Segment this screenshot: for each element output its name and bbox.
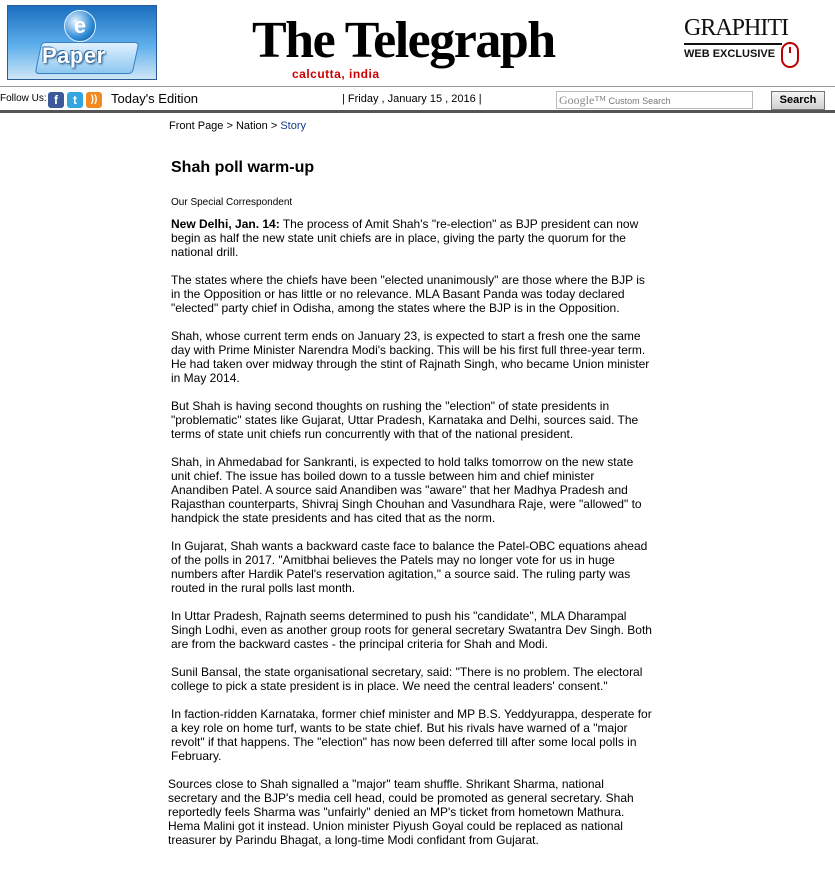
search-placeholder: Custom Search	[608, 96, 671, 106]
breadcrumb-front-page[interactable]: Front Page	[169, 120, 224, 132]
article-paragraph: But Shah is having second thoughts on rushing the "election" of state presidents in "problematic" states like Gujarat, Uttar Pradesh, Karnataka and Delhi, sources said. The terms of state unit chiefs run concurrently with that of the national president.	[171, 399, 639, 441]
masthead-logo[interactable]	[252, 10, 572, 80]
todays-edition-link[interactable]: Today's Edition	[111, 91, 199, 106]
google-logo: Google™	[559, 93, 607, 107]
twitter-icon[interactable]: t	[67, 92, 83, 108]
breadcrumb-separator: >	[223, 120, 236, 132]
top-bar	[0, 86, 835, 113]
graphiti-banner[interactable]	[684, 14, 804, 76]
article-paragraph: In Uttar Pradesh, Rajnath seems determined to push his "candidate", MLA Dharampal Singh Lodhi, even as another group roots for general secretary Swatantra Dev Singh. Both are from the backward castes - the principal criteria for Shah and Modi.	[171, 609, 652, 651]
paragraph-text: The process of Amit Shah's "re-election" as BJP president can now begin as half the new state unit chiefs are in place, giving the party the quorum for the national drill.	[171, 217, 639, 259]
edition-date: | Friday , January 15 , 2016 |	[342, 93, 482, 105]
epaper-label: Paper	[42, 43, 106, 68]
article-paragraph: Sources close to Shah signalled a "major" team shuffle. Shrikant Sharma, national secretary and the BJP's media cell head, could be promoted as general secretary. Shah reportedly feels Sharma was "unfairly" denied an MP's ticket from hometown Mathura. Hema Malini got it instead. Union minister Piyush Goyal could be replaced as national treasurer by Parindu Bhagat, a long-time Modi confidant from Gujarat.	[168, 777, 634, 847]
breadcrumb-nation[interactable]: Nation	[235, 120, 268, 132]
facebook-icon[interactable]: f	[48, 92, 64, 108]
article-headline: Shah poll warm-up	[171, 159, 315, 176]
breadcrumb-separator: >	[267, 120, 281, 132]
follow-us-label: Follow Us:	[0, 93, 47, 104]
search-button[interactable]: Search	[771, 91, 825, 110]
breadcrumb-current: Story	[280, 120, 306, 132]
article-paragraph	[171, 217, 653, 259]
globe-icon: e	[64, 10, 96, 42]
masthead-subtitle: calcutta, india	[292, 67, 380, 81]
article-paragraph: The states where the chiefs have been "elected unanimously" are those where the BJP is in the Opposition or has little or no relevance. MLA Basant Panda was today declared "elected" party chief in Odisha, among the states where the BJP is in the Opposition.	[171, 273, 645, 315]
article-paragraph: Shah, in Ahmedabad for Sankranti, is expected to hold talks tomorrow on the new state unit chief. The issue has boiled down to a tussle between him and chief minister Anandiben Patel. A source said Anandiben was "aware" that her Madhya Pradesh and Rajasthan counterparts, Shivraj Singh Chouhan and Vasundhara Raje, were "allowed" to handpick the state presidents and has cited that as the norm.	[171, 455, 642, 525]
rss-icon[interactable]: ))	[86, 92, 102, 108]
dateline: New Delhi, Jan. 14:	[171, 217, 280, 231]
graphiti-title: GRAPHITI	[684, 15, 788, 41]
mouse-icon	[781, 42, 799, 68]
article-byline: Our Special Correspondent	[171, 197, 293, 208]
article-paragraph: Shah, whose current term ends on January 23, is expected to start a fresh one the same day with Prime Minister Narendra Modi's backing. This will be his first full three-year term. He had taken over midway through the stint of Rajnath Singh, who became Union minister in May 2014.	[171, 329, 650, 385]
article-paragraph: In faction-ridden Karnataka, former chief minister and MP B.S. Yeddyurappa, desperate for a key role on home turf, wants to be state chief. But his rivals have warned of a "major revolt" if that happens. The "election" has now been deferred till after some local polls in February.	[171, 707, 652, 763]
article-body	[168, 217, 653, 861]
article-paragraph: Sunil Bansal, the state organisational secretary, said: "There is no problem. The electoral college to pick a state president is in place. We need the central leaders' consent."	[171, 665, 643, 693]
masthead-title: The Telegraph	[252, 12, 555, 69]
epaper-logo[interactable]	[7, 5, 157, 80]
breadcrumb	[169, 120, 306, 132]
article-paragraph: In Gujarat, Shah wants a backward caste face to balance the Patel-OBC equations ahead of the polls in 2017. "Amitbhai believes the Patels may no longer vote for us in huge numbers after Hardik Patel's reservation agitation," a source said. The ruling party was routed in the rural polls last month.	[171, 539, 648, 595]
site-header	[0, 0, 835, 86]
search-input[interactable]	[556, 91, 753, 109]
divider	[684, 43, 782, 45]
graphiti-subtitle: WEB EXCLUSIVE	[684, 48, 776, 60]
